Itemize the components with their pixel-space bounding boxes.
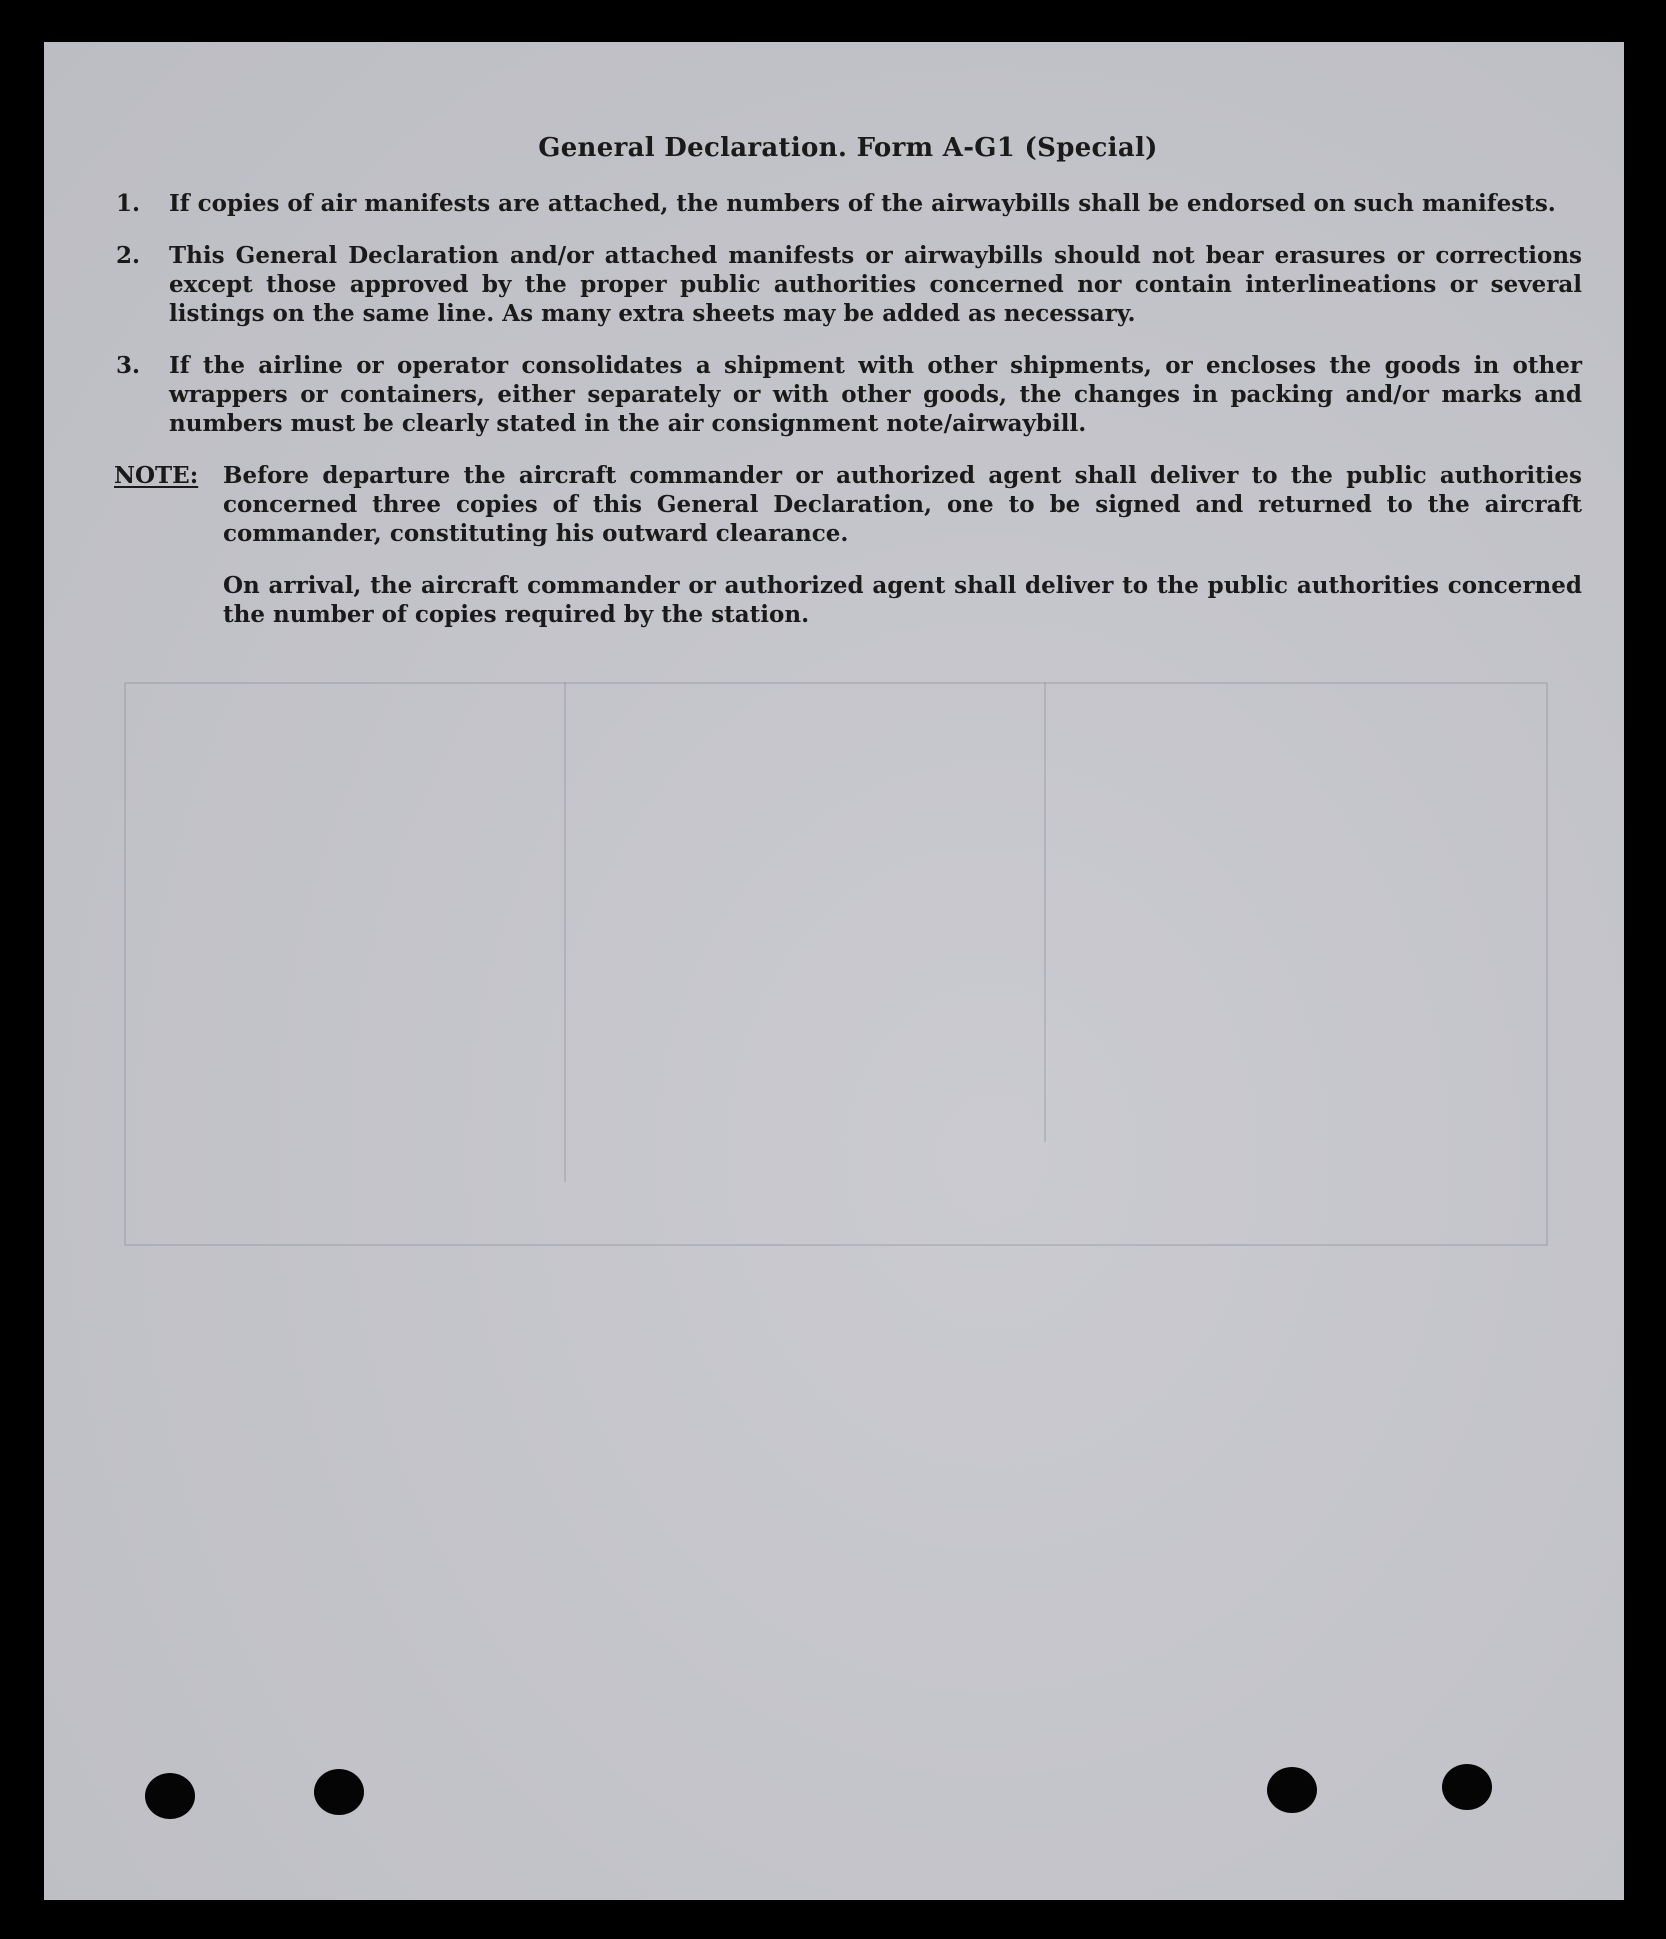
note-text: Before departure the aircraft commander or authorized agent shall deliver to the public authorities concerned three copies of this General Declaration, one to be signed and returned to the aircraft commander, constituting his outward clearance.: [223, 462, 1582, 547]
item-number: 3.: [116, 352, 141, 379]
item-text: If copies of air manifests are attached, the numbers of the airwaybills shall be endorsed on such manifests.: [169, 190, 1556, 217]
document-content: [114, 134, 1582, 629]
bleed-through-rule: [1044, 682, 1046, 1142]
note-label: NOTE:: [114, 462, 199, 489]
bleed-through-rule: [564, 682, 566, 1182]
document-page: [44, 42, 1624, 1900]
list-item: [114, 241, 1582, 328]
punch-hole: [314, 1769, 364, 1815]
list-item: [114, 351, 1582, 438]
item-text: If the airline or operator consolidates a shipment with other shipments, or encloses the goods in other wrappers or containers, either separately or with other goods, the changes in packing and/or marks and numbers must be clearly stated in the air consignment note/airwaybill.: [169, 352, 1582, 437]
punch-hole: [1442, 1764, 1492, 1810]
document-title: General Declaration. Form A-G1 (Special): [538, 133, 1158, 163]
punch-hole: [145, 1773, 195, 1819]
bleed-through-form: [124, 682, 1548, 1246]
punch-hole: [1267, 1767, 1317, 1813]
item-number: 1.: [116, 190, 141, 217]
note-arrival-text: On arrival, the aircraft commander or authorized agent shall deliver to the public authorities concerned the number of copies required by the station.: [223, 572, 1582, 628]
list-item: [114, 189, 1582, 218]
item-text: This General Declaration and/or attached manifests or airwaybills should not bear erasures or corrections except those approved by the proper public authorities concerned nor contain interlineations or several listings on the same line. As many extra sheets may be added as necessary.: [169, 242, 1582, 327]
item-number: 2.: [116, 242, 141, 269]
note-section: [114, 461, 1582, 548]
